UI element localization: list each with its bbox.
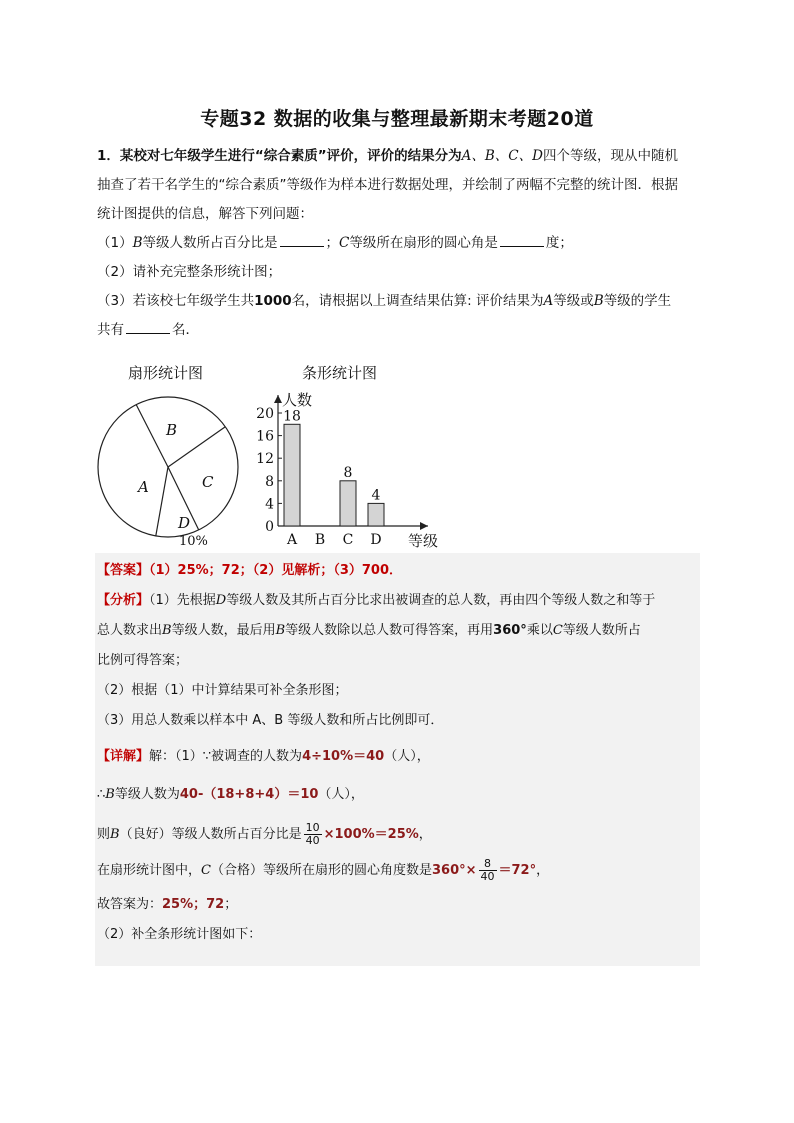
x-tick-label-a: A: [286, 532, 298, 548]
bar-a: [284, 424, 300, 526]
sub-text: 共有: [97, 322, 124, 338]
subquestion-3: [97, 287, 703, 316]
answer-tag: 【答案】: [97, 563, 150, 578]
letter-b: B: [132, 235, 143, 251]
question-line-2: 抽查了若干名学生的“综合素质”等级作为样本进行数据处理，并绘制了两幅不完整的统计图．根据: [97, 177, 678, 193]
x-axis-arrow: [420, 522, 428, 530]
detail-math: 360°×: [431, 863, 477, 878]
letter-c: C: [552, 623, 563, 638]
detail-line-5: [97, 890, 703, 920]
detail-line-2: [97, 780, 703, 810]
detail-math: ＝72°: [498, 863, 537, 878]
bar-value-label-a: 18: [283, 408, 301, 425]
letter-d: D: [215, 593, 227, 608]
analysis-text: 总人数求出: [97, 623, 163, 638]
y-axis-label: 人数: [282, 391, 313, 409]
letter-c: C: [201, 863, 211, 878]
question-1: [97, 142, 703, 345]
detail-math: 40-（18+8+4）＝10: [179, 787, 319, 802]
detail-text: 故答案为：: [97, 897, 163, 912]
y-tick-label-4: 4: [265, 496, 274, 513]
question-intro-end: 四个等级，现从中随机: [542, 148, 678, 164]
bar-value-label-c: 8: [343, 464, 353, 481]
sub-text: 名．: [172, 322, 199, 338]
fraction-8-40: [479, 858, 497, 883]
analysis-number: 360°: [493, 623, 527, 638]
y-tick-label-8: 8: [265, 473, 274, 490]
analysis-text: 等级人数除以总人数可得答案，再用: [285, 623, 494, 638]
detail-text: 在扇形统计图中，: [97, 863, 202, 878]
detail-text: ∴: [97, 787, 106, 802]
detail-text: （人），: [318, 787, 364, 802]
sub-text: 等级所在扇形的圆心角是: [349, 235, 498, 251]
subquestion-3-cont: [97, 316, 703, 345]
sub-text: （3）若该校七年级学生共: [97, 293, 255, 309]
blank-1[interactable]: [280, 232, 324, 247]
detail-text: （合格）等级所在扇形的圆心角度数是: [210, 863, 432, 878]
analysis-text: （1）先根据: [149, 593, 216, 608]
analysis-text: 等级人数，最后用: [171, 623, 276, 638]
letter-c: C: [339, 235, 350, 251]
figures: [90, 360, 470, 555]
fraction-numerator: 8: [479, 858, 497, 871]
detail-line-6: （2）补全条形统计图如下：: [97, 927, 262, 942]
letter-a: A: [543, 293, 554, 309]
pie-slice-label-c: C: [202, 473, 214, 491]
question-line-3: 统计图提供的信息，解答下列问题：: [97, 206, 313, 222]
letter-b: B: [275, 623, 286, 638]
bar-c: [340, 481, 356, 526]
pie-chart: [90, 382, 250, 552]
analysis-text: 乘以: [526, 623, 553, 638]
detail-text: 则: [97, 827, 111, 842]
student-total: 1000: [254, 293, 292, 309]
pie-chart-title: 扇形统计图: [128, 364, 204, 382]
detail-text: ，: [418, 827, 432, 842]
grade-letters: A、B、C、D: [461, 148, 543, 164]
sub-text: 度；: [545, 235, 573, 251]
pie-slice-label-a: A: [138, 478, 149, 496]
detail-math: ×100%＝25%: [323, 827, 419, 842]
page-title: 专题32 数据的收集与整理最新期末考题20道: [200, 108, 594, 130]
sub-text: 等级的学生: [603, 293, 672, 309]
detail-math: 4÷10%＝40: [302, 749, 385, 764]
sub-text: 名，请根据以上调查结果估算: 评价结果为: [291, 293, 544, 309]
y-tick-label-20: 20: [256, 406, 274, 422]
pie-annotation-d-percent: 10%: [179, 534, 208, 549]
fraction-denominator: 40: [305, 834, 320, 847]
fraction-10-40: [304, 822, 322, 847]
subquestion-2: （2）请补充完整条形统计图；: [97, 264, 282, 280]
letter-b: B: [593, 293, 604, 309]
x-tick-label-d: D: [370, 532, 382, 548]
bar-d: [368, 503, 384, 526]
question-intro: 1．某校对七年级学生进行“综合素质”评价，评价的结果分为: [97, 148, 462, 164]
bar-value-label-d: 4: [371, 487, 381, 504]
sub-label: （1）: [97, 235, 133, 251]
y-tick-label-12: 12: [256, 451, 274, 468]
fraction-numerator: 10: [305, 821, 320, 834]
x-tick-label-c: C: [342, 532, 354, 548]
y-tick-label-0: 0: [265, 519, 274, 535]
detail-text: ；: [224, 897, 238, 912]
question-line-1: [97, 142, 703, 171]
y-axis-arrow: [274, 395, 282, 403]
detail-line-1: [97, 742, 703, 772]
detail-line-4: [97, 856, 703, 886]
subquestion-1: [97, 229, 703, 258]
detail-text: 解：（1）∵被调查的人数为: [149, 749, 303, 764]
sub-text: ；: [325, 235, 340, 251]
detail-block: [97, 742, 703, 950]
bar-chart: [248, 378, 468, 553]
detail-text: （人），: [384, 749, 430, 764]
pie-slice-boundary-3: [156, 467, 168, 536]
analysis-line-2: [97, 616, 703, 646]
detail-text: 等级人数为: [114, 787, 180, 802]
analysis-line-3: 比例可得答案；: [97, 653, 189, 668]
detail-math: 25%；72: [162, 897, 225, 912]
letter-b: B: [162, 623, 172, 638]
detail-text: ，: [536, 863, 550, 878]
blank-3[interactable]: [126, 319, 170, 334]
x-tick-label-b: B: [314, 532, 326, 548]
sub-text: 等级人数所占百分比是: [142, 235, 278, 251]
detail-text: （良好）等级人数所占百分比是: [119, 827, 302, 842]
analysis-block: [97, 586, 703, 736]
analysis-text: 等级人数及其所占百分比求出被调查的总人数，再由四个等级人数之和等于: [226, 593, 656, 608]
detail-tag: 【详解】: [97, 749, 150, 764]
answer-text: （1）25%；72；（2）见解析；（3）700．: [149, 563, 402, 578]
blank-2[interactable]: [500, 232, 544, 247]
answer-line: [97, 556, 703, 586]
pie-slice-label-b: B: [166, 421, 178, 439]
fraction-denominator: 40: [480, 870, 495, 883]
analysis-line-4: （2）根据（1）中计算结果可补全条形图；: [97, 683, 348, 698]
analysis-line-5: （3）用总人数乘以样本中 A、B 等级人数和所占比例即可．: [97, 713, 444, 728]
pie-slice-label-d: D: [178, 514, 191, 532]
letter-b: B: [110, 827, 120, 842]
x-axis-label: 等级: [408, 532, 439, 550]
analysis-text: 等级人数所占: [562, 623, 641, 638]
pie-slice-boundary-0: [136, 405, 168, 467]
letter-b: B: [105, 787, 115, 802]
analysis-line-1: [97, 586, 703, 616]
y-tick-label-16: 16: [256, 428, 274, 445]
bar-chart-title: 条形统计图: [302, 364, 378, 382]
detail-line-3: [97, 820, 703, 850]
analysis-tag: 【分析】: [97, 593, 150, 608]
sub-text: 等级或: [553, 293, 594, 309]
